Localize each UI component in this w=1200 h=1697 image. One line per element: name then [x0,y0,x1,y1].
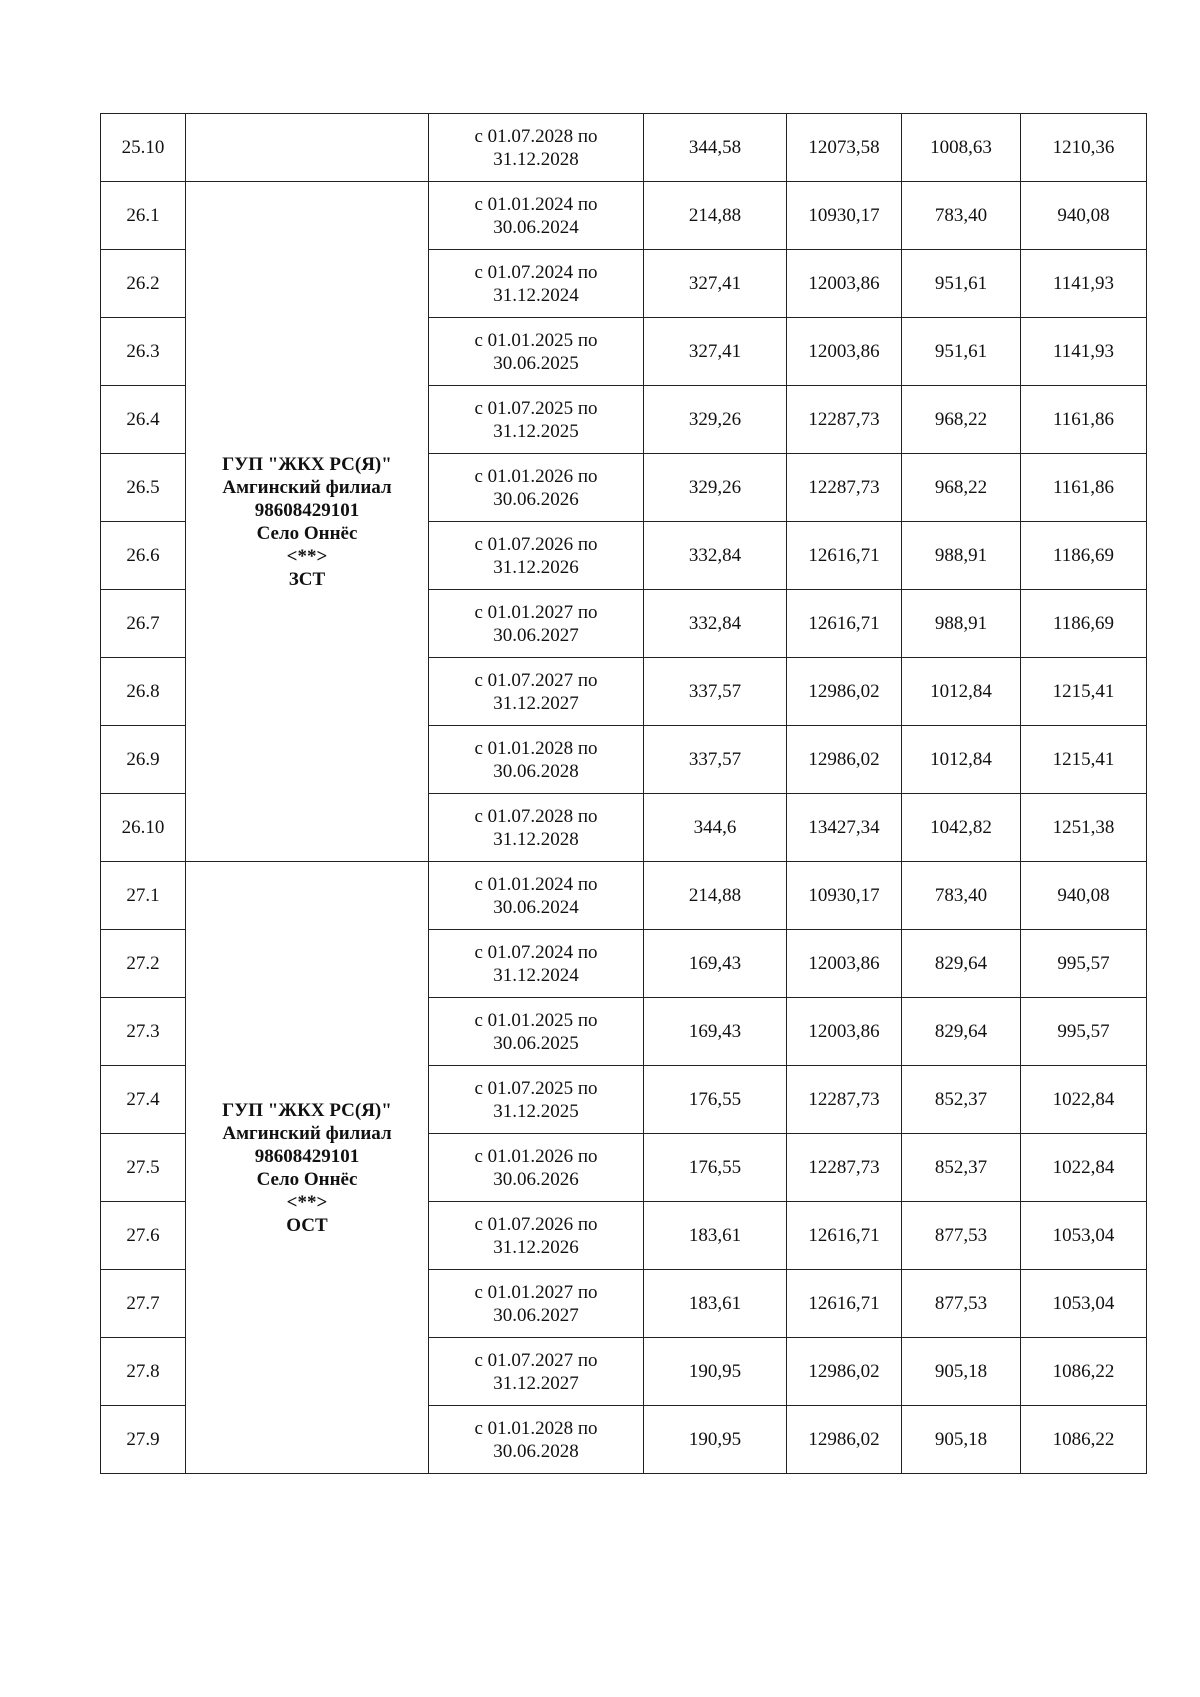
value-cell-3: 852,37 [902,1066,1021,1134]
value-cell-2: 12616,71 [787,522,902,590]
value-cell-2: 12003,86 [787,930,902,998]
value-cell-1: 214,88 [644,182,787,250]
value-cell-1: 169,43 [644,998,787,1066]
value-cell-3: 1008,63 [902,114,1021,182]
value-cell-2: 12287,73 [787,1066,902,1134]
tariff-table [100,113,1147,1474]
table-row [101,114,1147,182]
period-cell: с 01.07.2026 по 31.12.2026 [429,522,644,590]
organization-line: ГУП "ЖКХ РС(Я)" [222,453,392,475]
table-body [101,114,1147,1474]
value-cell-2: 10930,17 [787,862,902,930]
value-cell-1: 190,95 [644,1338,787,1406]
period-cell: с 01.01.2025 по 30.06.2025 [429,318,644,386]
value-cell-1: 337,57 [644,658,787,726]
value-cell-1: 344,6 [644,794,787,862]
row-number-cell: 26.6 [101,522,186,590]
period-cell: с 01.07.2024 по 31.12.2024 [429,250,644,318]
value-cell-1: 176,55 [644,1134,787,1202]
value-cell-1: 190,95 [644,1406,787,1474]
row-number-cell: 26.8 [101,658,186,726]
value-cell-2: 12073,58 [787,114,902,182]
organization-cell [186,182,429,862]
value-cell-2: 12003,86 [787,998,902,1066]
row-number-cell: 26.7 [101,590,186,658]
value-cell-4: 940,08 [1021,182,1147,250]
value-cell-3: 1042,82 [902,794,1021,862]
period-cell: с 01.01.2026 по 30.06.2026 [429,1134,644,1202]
value-cell-2: 12986,02 [787,1406,902,1474]
value-cell-4: 1053,04 [1021,1202,1147,1270]
period-cell: с 01.01.2026 по 30.06.2026 [429,454,644,522]
row-number-cell: 27.2 [101,930,186,998]
value-cell-4: 1086,22 [1021,1338,1147,1406]
value-cell-3: 988,91 [902,522,1021,590]
value-cell-1: 332,84 [644,590,787,658]
value-cell-3: 1012,84 [902,658,1021,726]
value-cell-2: 12287,73 [787,454,902,522]
row-number-cell: 27.1 [101,862,186,930]
period-cell: с 01.07.2027 по 31.12.2027 [429,658,644,726]
period-cell: с 01.01.2024 по 30.06.2024 [429,862,644,930]
value-cell-4: 1215,41 [1021,658,1147,726]
period-cell: с 01.01.2027 по 30.06.2027 [429,1270,644,1338]
value-cell-3: 829,64 [902,998,1021,1066]
value-cell-2: 12287,73 [787,1134,902,1202]
value-cell-1: 183,61 [644,1270,787,1338]
value-cell-1: 214,88 [644,862,787,930]
period-cell: с 01.07.2026 по 31.12.2026 [429,1202,644,1270]
row-number-cell: 27.5 [101,1134,186,1202]
value-cell-3: 783,40 [902,182,1021,250]
table-row [101,862,1147,930]
organization-line: 98608429101 [254,499,360,521]
row-number-cell: 27.8 [101,1338,186,1406]
row-number-cell: 26.10 [101,794,186,862]
organization-line: Село Оннёс [256,522,358,544]
row-number-cell: 27.7 [101,1270,186,1338]
value-cell-2: 12616,71 [787,590,902,658]
period-cell: с 01.07.2025 по 31.12.2025 [429,1066,644,1134]
value-cell-4: 1186,69 [1021,522,1147,590]
period-cell: с 01.07.2028 по 31.12.2028 [429,794,644,862]
value-cell-3: 783,40 [902,862,1021,930]
value-cell-4: 1215,41 [1021,726,1147,794]
period-cell: с 01.01.2024 по 30.06.2024 [429,182,644,250]
value-cell-1: 169,43 [644,930,787,998]
organization-line: ЗСТ [288,568,326,590]
value-cell-2: 12003,86 [787,318,902,386]
row-number-cell: 27.3 [101,998,186,1066]
value-cell-3: 951,61 [902,250,1021,318]
period-cell: с 01.07.2024 по 31.12.2024 [429,930,644,998]
value-cell-1: 329,26 [644,386,787,454]
organization-line: ОСТ [286,1214,328,1236]
organization-line: <**> [286,545,328,567]
value-cell-1: 344,58 [644,114,787,182]
value-cell-2: 12986,02 [787,1338,902,1406]
organization-cell [186,862,429,1474]
value-cell-1: 337,57 [644,726,787,794]
value-cell-1: 332,84 [644,522,787,590]
row-number-cell: 27.4 [101,1066,186,1134]
value-cell-4: 1086,22 [1021,1406,1147,1474]
organization-line: Село Оннёс [256,1168,358,1190]
value-cell-4: 1186,69 [1021,590,1147,658]
row-number-cell: 26.9 [101,726,186,794]
period-cell: с 01.07.2025 по 31.12.2025 [429,386,644,454]
row-number-cell: 27.9 [101,1406,186,1474]
value-cell-3: 968,22 [902,454,1021,522]
value-cell-3: 852,37 [902,1134,1021,1202]
period-cell: с 01.01.2027 по 30.06.2027 [429,590,644,658]
value-cell-3: 1012,84 [902,726,1021,794]
value-cell-4: 1141,93 [1021,318,1147,386]
value-cell-3: 829,64 [902,930,1021,998]
value-cell-2: 12003,86 [787,250,902,318]
value-cell-3: 877,53 [902,1270,1021,1338]
period-cell: с 01.01.2025 по 30.06.2025 [429,998,644,1066]
row-number-cell: 26.1 [101,182,186,250]
row-number-cell: 26.4 [101,386,186,454]
row-number-cell: 26.2 [101,250,186,318]
value-cell-4: 1210,36 [1021,114,1147,182]
value-cell-4: 1022,84 [1021,1134,1147,1202]
organization-line: <**> [286,1191,328,1213]
value-cell-4: 1161,86 [1021,386,1147,454]
value-cell-2: 10930,17 [787,182,902,250]
value-cell-2: 12986,02 [787,658,902,726]
value-cell-1: 327,41 [644,318,787,386]
value-cell-3: 905,18 [902,1338,1021,1406]
row-number-cell: 26.3 [101,318,186,386]
organization-line: Амгинский филиал [222,1122,392,1144]
value-cell-2: 12287,73 [787,386,902,454]
value-cell-4: 1161,86 [1021,454,1147,522]
value-cell-4: 940,08 [1021,862,1147,930]
table-row [101,182,1147,250]
value-cell-3: 968,22 [902,386,1021,454]
value-cell-4: 995,57 [1021,998,1147,1066]
value-cell-4: 1053,04 [1021,1270,1147,1338]
value-cell-1: 176,55 [644,1066,787,1134]
value-cell-1: 183,61 [644,1202,787,1270]
value-cell-2: 12986,02 [787,726,902,794]
value-cell-3: 877,53 [902,1202,1021,1270]
value-cell-3: 951,61 [902,318,1021,386]
period-cell: с 01.01.2028 по 30.06.2028 [429,726,644,794]
organization-line: ГУП "ЖКХ РС(Я)" [222,1099,392,1121]
value-cell-1: 329,26 [644,454,787,522]
value-cell-2: 12616,71 [787,1270,902,1338]
period-cell: с 01.07.2028 по 31.12.2028 [429,114,644,182]
organization-line: Амгинский филиал [222,476,392,498]
value-cell-2: 12616,71 [787,1202,902,1270]
value-cell-3: 988,91 [902,590,1021,658]
value-cell-4: 995,57 [1021,930,1147,998]
row-number-cell: 27.6 [101,1202,186,1270]
value-cell-3: 905,18 [902,1406,1021,1474]
value-cell-2: 13427,34 [787,794,902,862]
value-cell-4: 1022,84 [1021,1066,1147,1134]
row-number-cell: 25.10 [101,114,186,182]
value-cell-4: 1251,38 [1021,794,1147,862]
row-number-cell: 26.5 [101,454,186,522]
value-cell-4: 1141,93 [1021,250,1147,318]
period-cell: с 01.07.2027 по 31.12.2027 [429,1338,644,1406]
value-cell-1: 327,41 [644,250,787,318]
organization-line: 98608429101 [254,1145,360,1167]
period-cell: с 01.01.2028 по 30.06.2028 [429,1406,644,1474]
organization-cell [186,114,429,182]
